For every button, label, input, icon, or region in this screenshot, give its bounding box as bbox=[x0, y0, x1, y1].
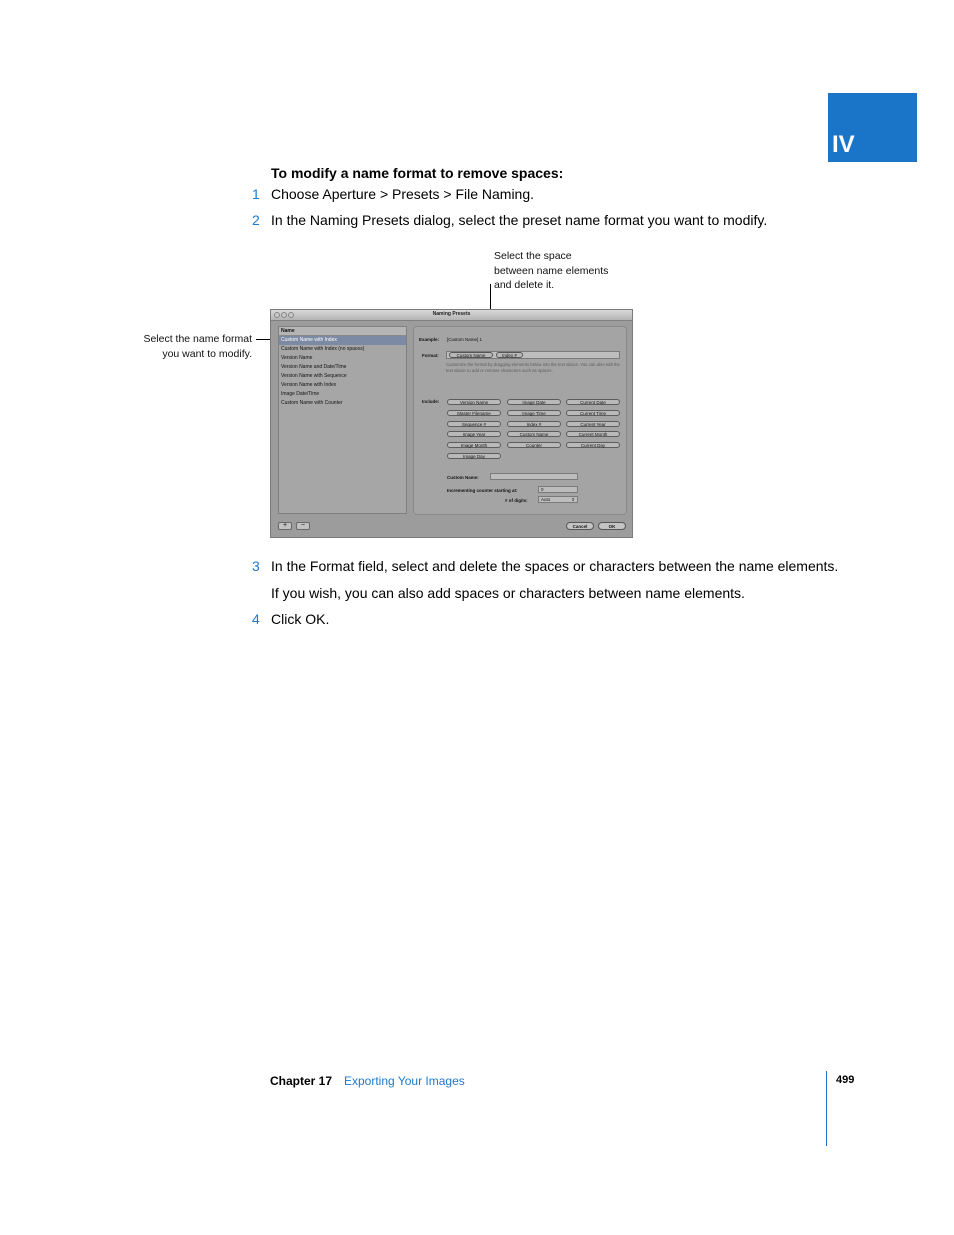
include-current-time[interactable]: Current Time bbox=[566, 410, 620, 416]
include-counter[interactable]: Counter bbox=[507, 442, 561, 448]
format-token-index[interactable]: Index # bbox=[496, 352, 523, 358]
step-4-number: 4 bbox=[252, 611, 260, 627]
preset-item[interactable]: Version Name with Sequence bbox=[281, 373, 347, 379]
step-1-number: 1 bbox=[252, 186, 260, 202]
include-image-time[interactable]: Image Time bbox=[507, 410, 561, 416]
digits-value: Auto bbox=[541, 497, 551, 502]
include-image-day[interactable]: Image Day bbox=[447, 453, 501, 459]
preset-item[interactable]: Version Name with Index bbox=[281, 382, 337, 388]
format-token-custom-name[interactable]: Custom Name bbox=[449, 352, 493, 358]
naming-presets-dialog bbox=[270, 309, 633, 538]
include-version-name[interactable]: Version Name bbox=[447, 399, 501, 405]
step-4-text: Click OK. bbox=[271, 611, 330, 627]
step-2-number: 2 bbox=[252, 212, 260, 228]
step-2-text: In the Naming Presets dialog, select the preset name format you want to modify. bbox=[271, 212, 768, 228]
include-current-month[interactable]: Current Month bbox=[566, 431, 620, 437]
include-master-filename[interactable]: Master Filename bbox=[447, 410, 501, 416]
preset-item[interactable]: Custom Name with Index bbox=[279, 336, 406, 345]
include-current-date[interactable]: Current Date bbox=[566, 399, 620, 405]
counter-start-field[interactable] bbox=[538, 486, 578, 493]
footer-divider bbox=[826, 1071, 827, 1146]
custom-name-field[interactable] bbox=[490, 473, 578, 480]
include-custom-name[interactable]: Custom Name bbox=[507, 431, 561, 437]
example-label: Example: bbox=[419, 337, 440, 342]
add-preset-button[interactable]: + bbox=[278, 522, 292, 530]
example-value: [Custom Name] 1 bbox=[447, 337, 483, 342]
custom-name-label: Custom Name: bbox=[447, 475, 479, 480]
callout-select-format bbox=[120, 332, 252, 361]
preset-item[interactable]: Custom Name with Index (no spaces) bbox=[281, 346, 365, 352]
part-tab bbox=[828, 93, 917, 162]
format-label: Format: bbox=[422, 353, 439, 358]
callout-top-line-2: between name elements bbox=[494, 264, 609, 277]
preset-list bbox=[278, 326, 407, 514]
include-image-date[interactable]: Image Date bbox=[507, 399, 561, 405]
include-current-day[interactable]: Current Day bbox=[566, 442, 620, 448]
include-image-year[interactable]: Image Year bbox=[447, 431, 501, 437]
list-column-header[interactable]: Name bbox=[279, 327, 406, 336]
callout-left-line-1: Select the name format bbox=[143, 333, 252, 345]
step-3-followup: If you wish, you can also add spaces or characters between name elements. bbox=[271, 585, 745, 601]
step-3-number: 3 bbox=[252, 558, 260, 574]
dialog-titlebar bbox=[271, 310, 632, 321]
preset-item[interactable]: Version Name bbox=[281, 355, 313, 361]
preset-item[interactable]: Image Date/Time bbox=[281, 391, 320, 397]
callout-top-line-1: Select the space bbox=[494, 250, 572, 262]
callout-select-space bbox=[494, 249, 608, 293]
digits-select[interactable] bbox=[538, 496, 578, 503]
format-editor-panel bbox=[413, 326, 627, 515]
include-image-month[interactable]: Image Month bbox=[447, 442, 501, 448]
footer-chapter: Chapter 17 bbox=[270, 1074, 333, 1088]
include-label: Include: bbox=[422, 399, 440, 404]
include-current-year[interactable]: Current Year bbox=[566, 421, 620, 427]
callout-top-line-3: and delete it. bbox=[494, 279, 555, 291]
cancel-button[interactable]: Cancel bbox=[566, 522, 594, 530]
ok-button[interactable]: OK bbox=[598, 522, 626, 530]
counter-start-value: 0 bbox=[541, 487, 544, 492]
include-index[interactable]: Index # bbox=[507, 421, 561, 427]
format-hint-text: Customize the format by dragging elements below into the text above. You can also edit the text above to add or remove characters such as spaces. bbox=[446, 362, 620, 374]
preset-item[interactable]: Version Name and Date/Time bbox=[281, 364, 347, 370]
dialog-title: Naming Presets bbox=[432, 311, 471, 317]
updown-arrows-icon: ⇕ bbox=[571, 497, 575, 502]
part-tab-label: IV bbox=[832, 131, 855, 158]
step-1-text: Choose Aperture > Presets > File Naming. bbox=[271, 186, 535, 202]
footer-chapter-title[interactable]: Exporting Your Images bbox=[344, 1074, 465, 1088]
format-field[interactable] bbox=[446, 351, 620, 359]
remove-preset-button[interactable]: − bbox=[296, 522, 310, 530]
task-heading: To modify a name format to remove spaces: bbox=[271, 165, 564, 181]
step-3-text: In the Format field, select and delete the spaces or characters between the name elements. bbox=[271, 558, 839, 574]
digits-label: # of digits: bbox=[505, 498, 528, 503]
page-number: 499 bbox=[836, 1074, 855, 1086]
preset-item[interactable]: Custom Name with Counter bbox=[281, 400, 343, 406]
counter-start-label: Incrementing counter starting at: bbox=[447, 488, 518, 493]
include-sequence[interactable]: Sequence # bbox=[447, 421, 501, 427]
callout-left-line-2: you want to modify. bbox=[162, 347, 252, 360]
